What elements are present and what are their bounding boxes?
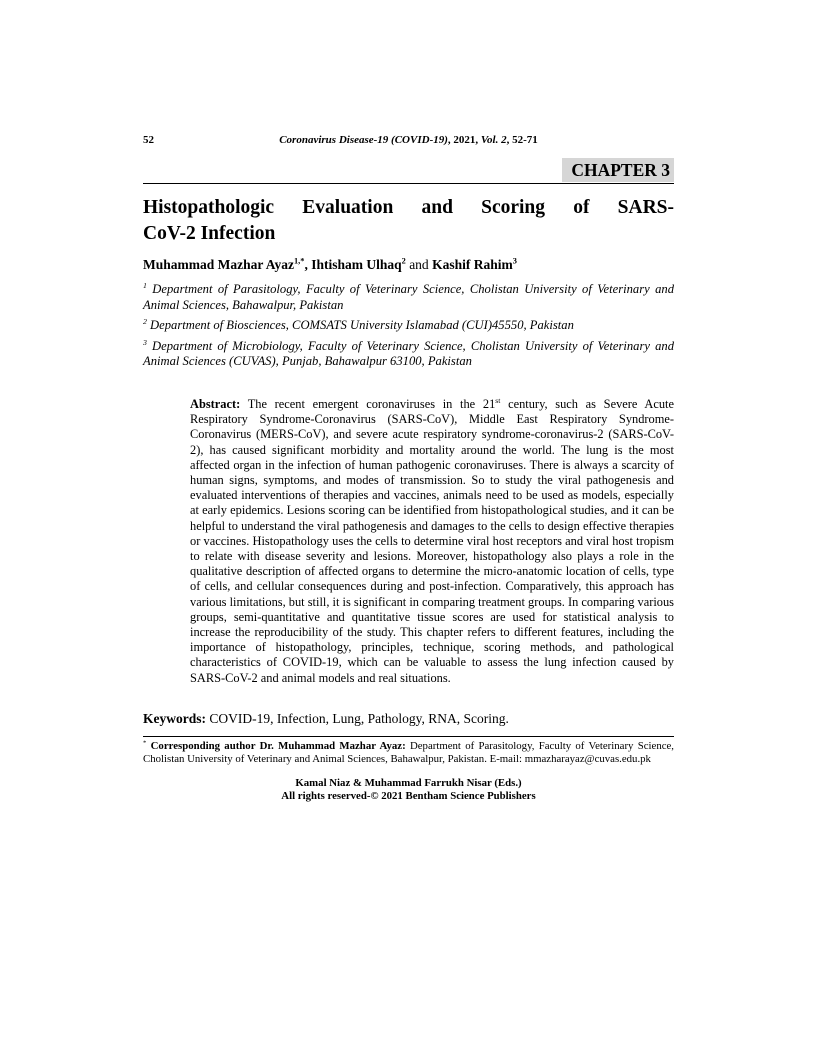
keywords-text: COVID-19, Infection, Lung, Pathology, RNA, Scoring. <box>206 710 509 726</box>
chapter-row <box>143 158 674 182</box>
email-text: mmazharayaz@cuvas.edu.pk <box>524 752 651 765</box>
abstract-label: Abstract: <box>190 396 241 411</box>
abstract <box>190 397 674 686</box>
affiliation <box>143 282 674 313</box>
affiliation <box>143 339 674 370</box>
abstract-text: century, such as Severe Acute Respiratory Syndrome-Coronavirus (SARS-CoV), Middle East Respiratory Syndrome-Coronavirus (MERS-CoV), and severe acute respiratory syndrome-coronavirus-2 (SARS-CoV-2), has caused significant morbidity and mortality around the world. The lung is the most affected organ in the infection of human pathogenic coronaviruses. There is always a scarcity of human signs, symptoms, and modes of transmission. So to study the viral pathogenesis and evaluated interventions of therapies and vaccines, animals need to be used as models, especially at early epidemics. Lesions scoring can be identified from histopathological studies, and it can be helpful to understand the viral pathogenesis and damages to the cells to design effective therapies or vaccines. Histopathology uses the cells to determine viral host receptors and viral host tropism to relate with disease severity and lesions. Moreover, histopathology also plays a role in the qualitative description of affected organs to determine the micro-anatomic location of cells, type of cells, and cellular consequences during and post-infection. Comparatively, this approach has various limitations, but still, it is significant in comparing treatment groups. In comparing various groups, semi-quantitative and quantitative tissue scores are used for statistical analysis to increase the reproducibility of the study. This chapter refers to different features, including the importance of histopathology, principles, technique, scoring methods, and pathological characteristics of COVID-19, which can be valuable to assess the lung infection caused by SARS-CoV-2 and animal models and real situations. <box>190 396 674 685</box>
journal-title-segment: , 2021, <box>447 134 481 146</box>
author-separator: and <box>405 257 433 272</box>
footnote-rule <box>143 736 674 737</box>
author-affiliation-marker: 2 <box>401 256 406 266</box>
page-content <box>143 133 674 803</box>
editors-line: Kamal Niaz & Muhammad Farrukh Nisar (Eds.) <box>295 776 522 789</box>
author-name: Kashif Rahim <box>432 257 513 272</box>
publisher-imprint <box>143 777 674 803</box>
page-number: 52 <box>143 134 154 146</box>
keywords-line <box>143 710 674 727</box>
ordinal-superscript: st <box>495 395 501 405</box>
footnote-text: Department of Parasitology, Faculty of Veterinary Science, Cholistan University of Veterinary and Animal Sciences, Bahawalpur, Pakistan. E-mail: <box>143 739 675 765</box>
journal-title-segment: Coronavirus Disease-19 (COVID-19) <box>279 134 448 146</box>
author-name: Muhammad Mazhar Ayaz <box>143 257 294 272</box>
running-header <box>143 133 674 147</box>
affiliation-text: Department of Biosciences, COMSATS University Islamabad (CUI)45550, Pakistan <box>146 318 574 333</box>
header-rule <box>143 183 674 184</box>
authors-line <box>143 256 674 273</box>
abstract-text: The recent emergent coronaviruses in the 21 <box>240 396 496 411</box>
copyright-line: All rights reserved-© 2021 Bentham Science Publishers <box>281 789 536 802</box>
footnote-asterisk: * <box>143 739 147 747</box>
affiliation <box>143 318 674 334</box>
journal-title-segment: Vol. 2 <box>480 134 507 146</box>
affiliation-marker: 1 <box>143 280 147 290</box>
author-affiliation-marker: 3 <box>512 256 517 266</box>
author-affiliation-marker: 1,* <box>294 256 305 266</box>
chapter-title <box>143 195 674 247</box>
author-name: Ihtisham Ulhaq <box>311 257 402 272</box>
author-separator: , <box>304 257 312 272</box>
affiliation-text: Department of Parasitology, Faculty of Veterinary Science, Cholistan University of Veterinary and Animal Sciences, Bahawalpur, Pakistan <box>143 282 674 312</box>
affiliation-marker: 3 <box>143 337 147 347</box>
chapter-title-line1: Histopathologic Evaluation and Scoring of SARS- <box>143 197 674 218</box>
keywords-label: Keywords: <box>143 710 206 726</box>
chapter-title-line2: CoV-2 Infection <box>143 223 276 244</box>
chapter-badge: CHAPTER 3 <box>562 158 674 182</box>
journal-title-segment: , 52-71 <box>506 134 538 146</box>
affiliation-marker: 2 <box>143 317 147 326</box>
footnote-bold-text: Corresponding author Dr. Muhammad Mazhar Ayaz: <box>146 739 406 752</box>
running-title <box>143 133 674 147</box>
affiliation-text: Department of Microbiology, Faculty of Veterinary Science, Cholistan University of Veterinary and Animal Sciences (CUVAS), Punjab, Bahawalpur 63100, Pakistan <box>143 338 674 369</box>
corresponding-author-footnote <box>143 740 674 766</box>
